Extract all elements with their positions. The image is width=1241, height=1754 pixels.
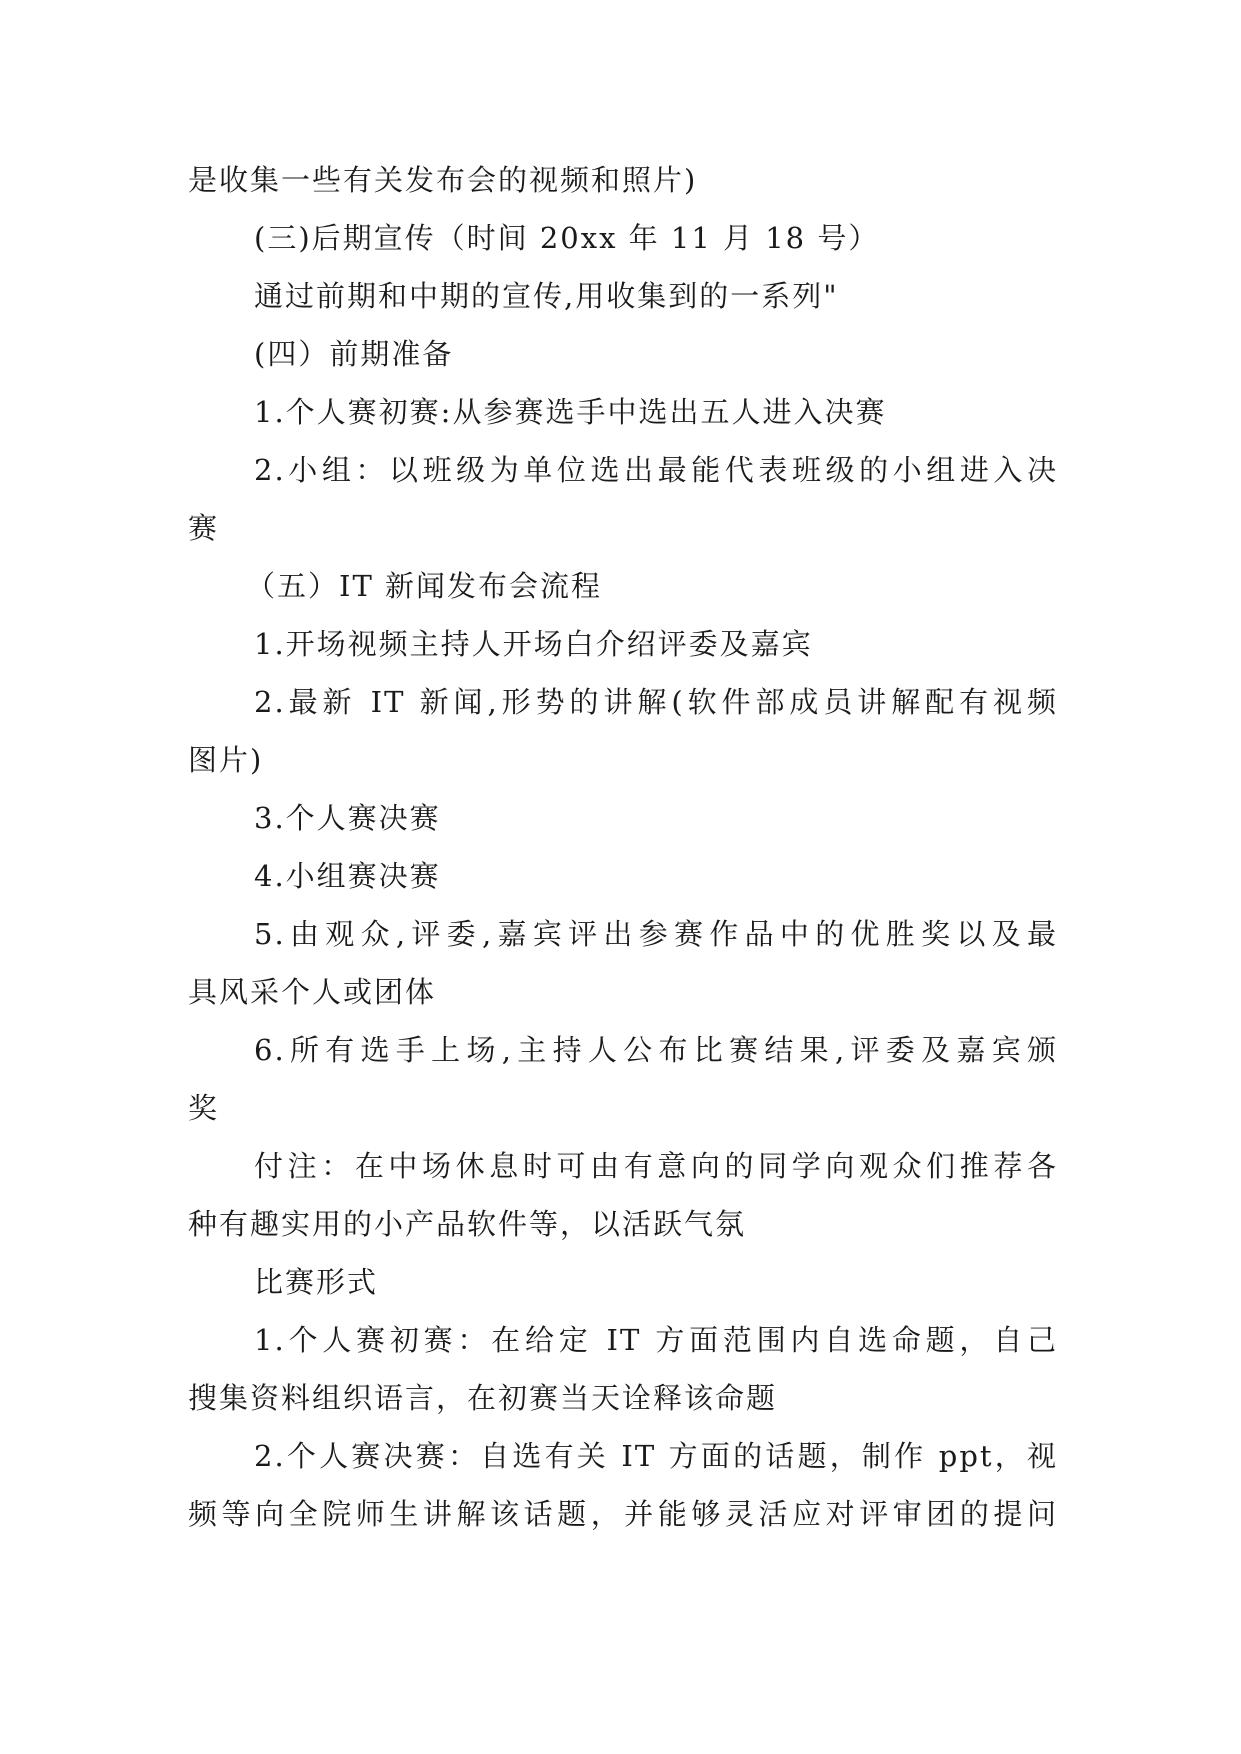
- list-item: 1.个人赛初赛：在给定 IT 方面范围内自选命题，自己: [254, 1323, 1058, 1357]
- section-heading: (三)后期宣传（时间 20xx 年 11 月 18 号）: [254, 221, 880, 255]
- note-paragraph: 付注：在中场休息时可由有意向的同学向观众们推荐各: [254, 1149, 1058, 1183]
- list-item: 3.个人赛决赛: [254, 801, 441, 835]
- text-line: 奖: [188, 1091, 220, 1125]
- list-item: 6.所有选手上场,主持人公布比赛结果,评委及嘉宾颁: [254, 1033, 1058, 1067]
- text-line: 赛: [188, 511, 220, 545]
- text-line: 是收集一些有关发布会的视频和照片): [188, 163, 698, 197]
- text-line: 图片): [188, 743, 264, 777]
- list-item: 1.个人赛初赛:从参赛选手中选出五人进入决赛: [254, 395, 887, 429]
- list-item: 2.个人赛决赛：自选有关 IT 方面的话题，制作 ppt，视: [254, 1439, 1058, 1473]
- text-line: 频等向全院师生讲解该话题，并能够灵活应对评审团的提问: [188, 1497, 1058, 1531]
- text-line: 通过前期和中期的宣传,用收集到的一系列": [254, 279, 839, 313]
- section-heading: 比赛形式: [254, 1265, 379, 1299]
- text-line: 种有趣实用的小产品软件等，以活跃气氛: [188, 1207, 747, 1241]
- text-line: 搜集资料组织语言，在初赛当天诠释该命题: [188, 1381, 778, 1415]
- section-heading: (四）前期准备: [254, 337, 454, 371]
- text-line: 具风采个人或团体: [188, 975, 437, 1009]
- list-item: 1.开场视频主持人开场白介绍评委及嘉宾: [254, 627, 813, 661]
- section-heading: （五）IT 新闻发布会流程: [246, 569, 603, 603]
- list-item: 2.小组：以班级为单位选出最能代表班级的小组进入决: [254, 453, 1058, 487]
- list-item: 2.最新 IT 新闻,形势的讲解(软件部成员讲解配有视频: [254, 685, 1058, 719]
- list-item: 5.由观众,评委,嘉宾评出参赛作品中的优胜奖以及最: [254, 917, 1058, 951]
- list-item: 4.小组赛决赛: [254, 859, 441, 893]
